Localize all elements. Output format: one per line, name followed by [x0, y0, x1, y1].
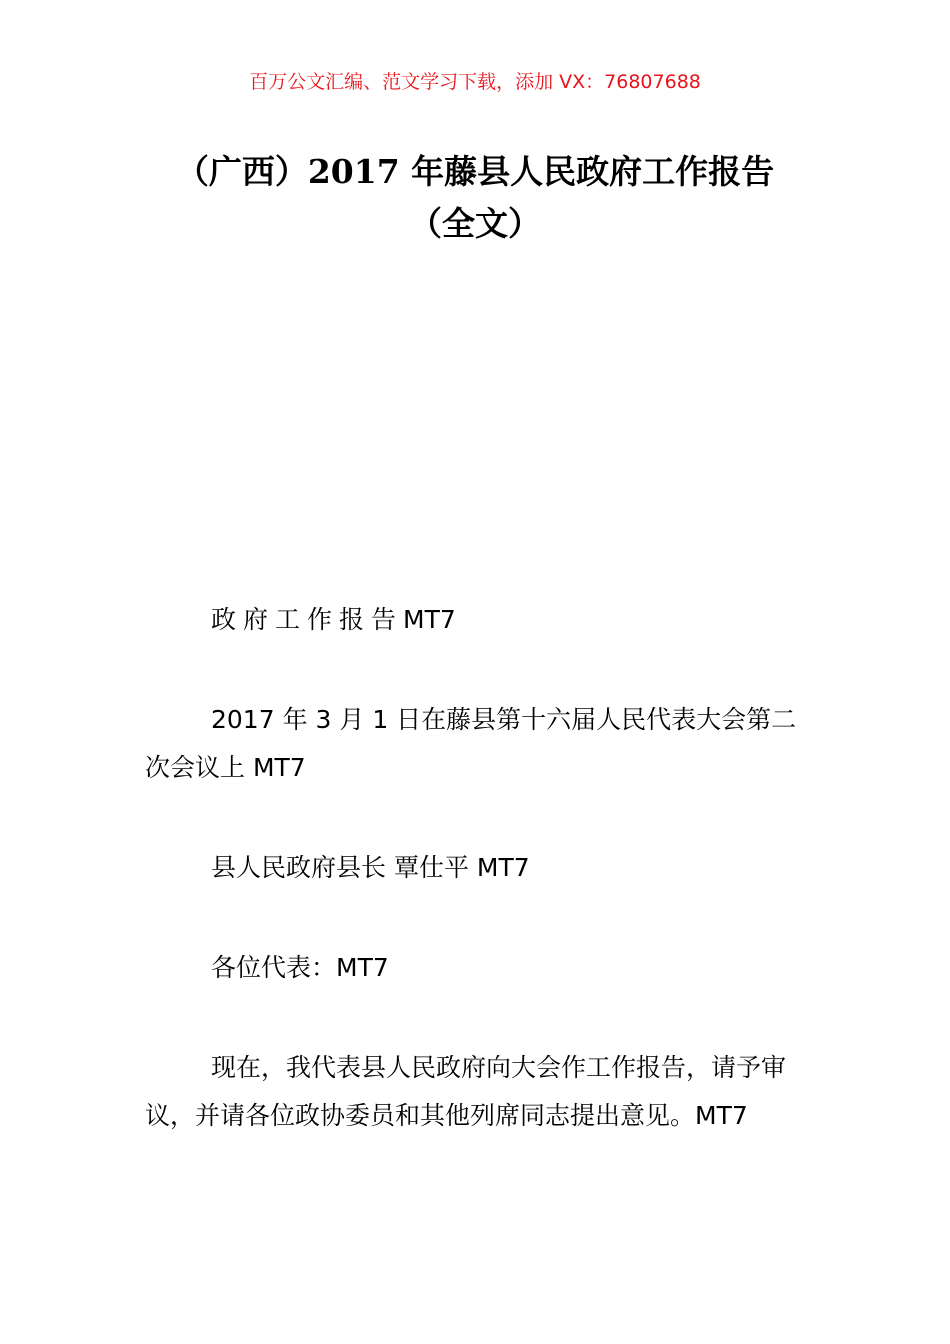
paragraph-report-heading — [145, 596, 809, 644]
report-heading-tail: MT7 — [403, 605, 456, 634]
document-body — [145, 596, 809, 1192]
paragraph-opening: 现在，我代表县人民政府向大会作工作报告，请予审议，并请各位政协委员和其他列席同志提出意见。MT7 — [145, 1053, 787, 1130]
header-banner: 百万公文汇编、范文学习下载，添加 VX：76807688 — [249, 71, 701, 93]
title-line-2: （全文） — [409, 204, 541, 243]
report-heading-text: 政府工作报告 — [211, 605, 404, 634]
paragraph-salutation: 各位代表：MT7 — [211, 953, 389, 982]
document-title — [145, 146, 805, 250]
paragraph-meeting-date: 2017 年 3 月 1 日在藤县第十六届人民代表大会第二次会议上 MT7 — [145, 705, 797, 782]
title-line-1: （广西）2017 年藤县人民政府工作报告 — [175, 152, 775, 191]
paragraph-speaker: 县人民政府县长 覃仕平 MT7 — [211, 853, 530, 882]
